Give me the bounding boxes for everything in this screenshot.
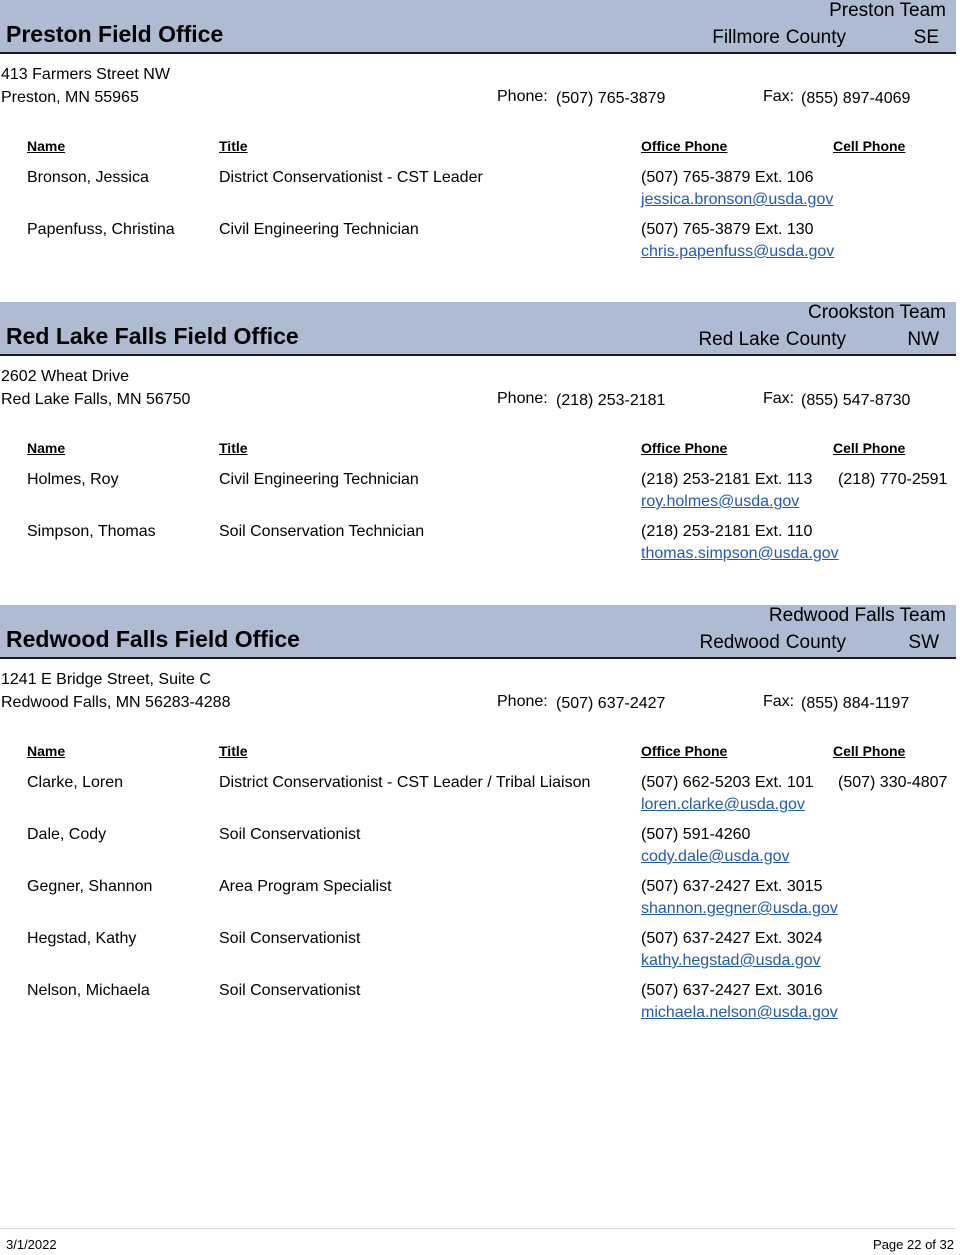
column-header-name: Name [27,743,66,759]
staff-row [0,826,956,874]
staff-title: District Conservationist - CST Leader / Tribal Liaison [219,774,591,791]
region-code: SW [908,632,939,653]
staff-row [0,169,956,217]
staff-office-phone: (507) 637-2427 Ext. 3016 [641,982,823,999]
office-banner [0,605,956,659]
fax-number: (855) 547-8730 [801,392,911,409]
column-header-cell-phone: Cell Phone [833,138,906,154]
staff-row [0,471,956,519]
staff-office-phone: (507) 662-5203 Ext. 101 [641,774,814,791]
staff-title: District Conservationist - CST Leader [219,169,483,186]
column-header-title: Title [219,138,248,154]
footer-date: 3/1/2022 [6,1237,57,1252]
staff-office-phone: (507) 591-4260 [641,826,751,843]
staff-office-phone: (507) 765-3879 Ext. 106 [641,169,814,186]
staff-email-link[interactable]: cody.dale@usda.gov [641,848,790,865]
staff-email-link[interactable]: michaela.nelson@usda.gov [641,1004,838,1021]
county-label [712,27,846,49]
staff-title: Soil Conservation Technician [219,523,425,540]
office-name: Preston Field Office [6,21,224,47]
staff-title: Area Program Specialist [219,878,392,895]
fax-label: Fax: [763,390,795,407]
column-header-office-phone: Office Phone [641,138,728,154]
staff-cell-phone: (507) 330-4807 [838,774,948,791]
team-name: Crookston Team [808,302,946,323]
phone-label: Phone: [497,88,548,105]
county-label [700,632,846,654]
county-area [596,0,846,52]
staff-office-phone: (507) 637-2427 Ext. 3024 [641,930,823,947]
staff-name: Clarke, Loren [27,774,124,791]
office-phone-number: (218) 253-2181 [556,392,666,409]
staff-name: Bronson, Jessica [27,169,149,186]
staff-row [0,982,956,1030]
fax-number: (855) 897-4069 [801,90,911,107]
office-banner [0,302,956,356]
column-header-cell-phone: Cell Phone [833,440,906,456]
staff-email-link[interactable]: shannon.gegner@usda.gov [641,900,838,917]
office-name: Redwood Falls Field Office [6,626,300,652]
phone-label: Phone: [497,693,548,710]
county-area [596,302,846,354]
county-word: County [785,632,846,653]
staff-email-link[interactable]: loren.clarke@usda.gov [641,796,805,813]
staff-email-link[interactable]: jessica.bronson@usda.gov [641,191,834,208]
staff-title: Soil Conservationist [219,826,361,843]
address-line-1: 1241 E Bridge Street, Suite C [1,671,211,688]
county-label [698,329,846,351]
staff-office-phone: (218) 253-2181 Ext. 113 [641,471,813,488]
team-name: Redwood Falls Team [768,605,946,626]
footer-divider [0,1228,956,1229]
office-banner [0,0,956,54]
column-header-title: Title [219,440,248,456]
county-word: County [785,27,846,48]
fax-label: Fax: [763,693,795,710]
county-area [596,605,846,657]
staff-row [0,878,956,926]
office-name: Red Lake Falls Field Office [6,323,299,349]
address-line-1: 413 Farmers Street NW [1,66,170,83]
staff-name: Simpson, Thomas [27,523,156,540]
staff-row [0,221,956,269]
footer-page-number: Page 22 of 32 [873,1237,954,1252]
staff-office-phone: (507) 765-3879 Ext. 130 [641,221,814,238]
fax-label: Fax: [763,88,795,105]
staff-name: Papenfuss, Christina [27,221,175,238]
staff-title: Civil Engineering Technician [219,471,419,488]
staff-email-link[interactable]: thomas.simpson@usda.gov [641,545,839,562]
office-phone-number: (507) 765-3879 [556,90,666,107]
column-header-office-phone: Office Phone [641,743,728,759]
staff-name: Holmes, Roy [27,471,119,488]
column-header-cell-phone: Cell Phone [833,743,906,759]
staff-office-phone: (507) 637-2427 Ext. 3015 [641,878,823,895]
staff-cell-phone: (218) 770-2591 [838,471,948,488]
phone-label: Phone: [497,390,548,407]
address-line-1: 2602 Wheat Drive [1,368,130,385]
column-header-office-phone: Office Phone [641,440,728,456]
office-phone-number: (507) 637-2427 [556,695,666,712]
county-name: Red Lake [698,329,780,350]
address-line-2: Red Lake Falls, MN 56750 [1,391,191,408]
staff-office-phone: (218) 253-2181 Ext. 110 [641,523,813,540]
staff-name: Hegstad, Kathy [27,930,137,947]
column-header-name: Name [27,138,66,154]
team-name: Preston Team [829,0,946,21]
column-header-title: Title [219,743,248,759]
county-name: Redwood [699,632,780,653]
staff-title: Soil Conservationist [219,930,361,947]
staff-title: Soil Conservationist [219,982,361,999]
column-header-name: Name [27,440,66,456]
staff-name: Nelson, Michaela [27,982,150,999]
staff-row [0,930,956,978]
staff-name: Gegner, Shannon [27,878,153,895]
staff-title: Civil Engineering Technician [219,221,419,238]
county-word: County [785,329,846,350]
staff-row [0,774,956,822]
staff-email-link[interactable]: chris.papenfuss@usda.gov [641,243,835,260]
staff-row [0,523,956,571]
region-code: NW [907,329,939,350]
county-name: Fillmore [712,27,780,48]
address-line-2: Preston, MN 55965 [1,89,139,106]
region-code: SE [913,27,939,48]
fax-number: (855) 884-1197 [801,695,910,712]
staff-name: Dale, Cody [27,826,107,843]
staff-email-link[interactable]: kathy.hegstad@usda.gov [641,952,821,969]
address-line-2: Redwood Falls, MN 56283-4288 [1,694,231,711]
staff-email-link[interactable]: roy.holmes@usda.gov [641,493,800,510]
